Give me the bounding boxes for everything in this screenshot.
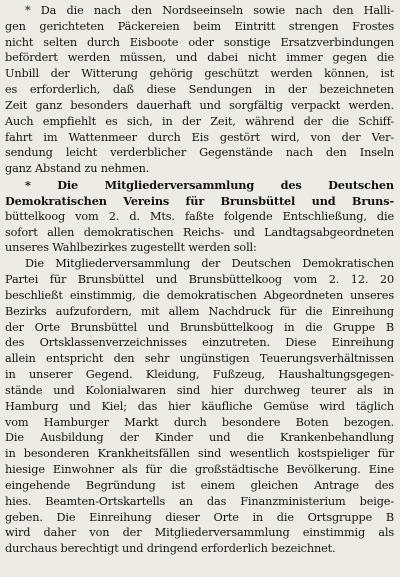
text-line: gen gerichteten Päckereien beim Eintritt strengen Frostes [5,19,394,33]
text-line: Demokratischen Vereins für Brunsbüttel und Bruns- [5,193,394,208]
text-line: befördert werden müssen, und dabei nicht immer gegen die [5,51,394,65]
text-line: durchaus berechtigt und dringend erforderlich bezeichnet. [5,542,336,556]
text-line: wird daher von der Mitgliederversammlung einstimmig als [5,526,394,540]
text-line: nicht selten durch Eisboote oder sonstige Ersatzverbindungen [5,35,394,49]
text-line: allein entspricht den sehr ungünstigen Teuerungsverhältnissen [5,352,394,366]
text-line: beschließt einstimmig, die demokratischen Abgeordneten unseres [5,288,394,302]
text-line: geben. Die Einreihung dieser Orte in die Ortsgruppe B [5,510,394,524]
text-line: unseres Wahlbezirkes zugestellt werden soll: [5,241,257,255]
text-line: hies. Beamten-Ortskartells an das Finanzministerium beige- [5,494,394,508]
text-line: hiesige Einwohner als für die großstädtische Bevölkerung. Eine [5,463,394,477]
text-line: ganz Abstand zu nehmen. [5,162,150,176]
text-line: des Ortsklassenverzeichnisses einzutreten. Diese Einreihung [5,336,394,350]
text-line: stände und Kolonialwaren sind hier durchweg teurer als in [5,383,394,397]
text-line: Hamburg und Kiel; das hier käufliche Gemüse wird täglich [5,399,394,413]
text-line: Unbill der Witterung gehörig geschützt werden können, ist [5,67,394,81]
text-line: sofort allen demokratischen Reichs- und Landtagsabgeordneten [5,225,394,239]
text-line: es erforderlich, daß diese Sendungen in der bezeichneten [5,83,394,97]
text-line: Zeit ganz besonders dauerhaft und sorgfältig verpackt werden. [5,98,394,112]
text-line: in besonderen Krankheitsfällen sind wesentlich kostspieliger für [5,447,394,461]
text-line: eingehende Begründung ist einem gleichen Antrage des [5,478,394,492]
text-line: vom Hamburger Markt durch besondere Boten bezogen. [5,415,394,429]
text-line: der Orte Brunsbüttel und Brunsbüttelkoog in die Gruppe B [5,320,394,334]
text-line: Partei für Brunsbüttel und Brunsbüttelkoog vom 2. 12. 20 [5,273,394,287]
text-line: * Die Mitgliederversammlung des Deutschen [25,178,394,193]
text-line: fahrt im Wattenmeer durch Eis gestört wird, von der Ver- [5,130,394,144]
text-line: Die Mitgliederversammlung der Deutschen Demokratischen [25,257,394,271]
text-line: Bezirks aufzufordern, mit allem Nachdruck für die Einreihung [5,304,394,318]
text-line: Die Ausbildung der Kinder und die Krankenbehandlung [5,431,394,445]
text-line: sendung leicht verderblicher Gegenstände nach den Inseln [5,146,394,160]
text-line: Auch empfiehlt es sich, in der Zeit, während der die Schiff- [5,114,394,128]
text-line: in unserer Gegend. Kleidung, Fußzeug, Haushaltungsgegen- [5,368,394,382]
text-line: * Da die nach den Nordseeinseln sowie nach den Halli- [25,4,394,17]
text-line: büttelkoog vom 2. d. Mts. faßte folgende Entschließung, die [5,209,394,223]
